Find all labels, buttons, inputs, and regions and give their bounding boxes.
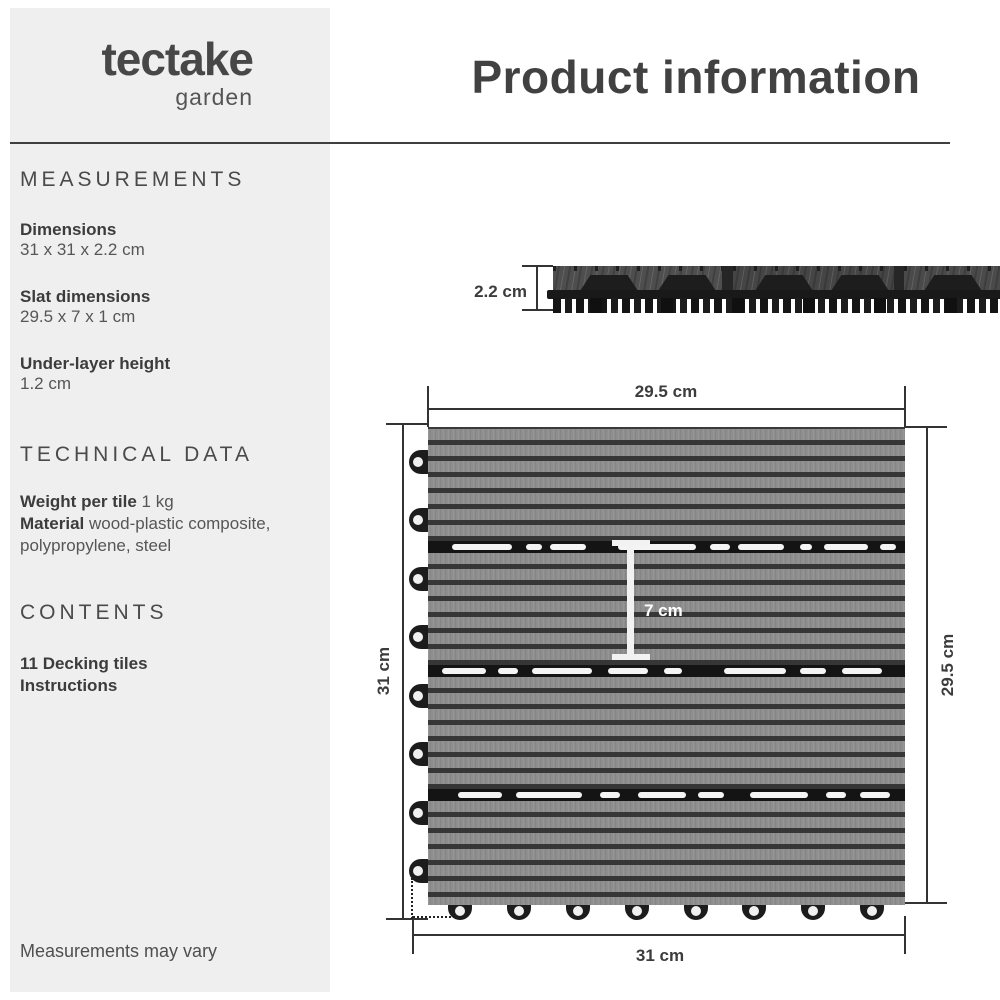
slat-width-marker-cap bbox=[612, 654, 650, 660]
dimension-tick bbox=[904, 916, 906, 954]
slat-gap-band bbox=[428, 541, 905, 553]
section-heading-technical-data: TECHNICAL DATA bbox=[20, 443, 253, 466]
dimension-tick bbox=[386, 423, 428, 425]
dimension-tick bbox=[904, 902, 947, 904]
gap-highlight bbox=[526, 544, 542, 550]
brand-name: tectake bbox=[101, 33, 253, 85]
dimension-label-top: 29.5 cm bbox=[634, 382, 698, 401]
gap-highlight bbox=[516, 792, 582, 798]
gap-highlight bbox=[600, 792, 620, 798]
spec-material-value: wood-plastic composite, polypropylene, steel bbox=[20, 514, 271, 555]
dimension-label-right: 29.5 cm bbox=[938, 633, 957, 697]
section-heading-contents: CONTENTS bbox=[20, 601, 168, 624]
spec-dimensions-value: 31 x 31 x 2.2 cm bbox=[20, 240, 145, 259]
slat-group bbox=[428, 801, 905, 905]
gap-highlight bbox=[824, 544, 868, 550]
brand-logo bbox=[60, 33, 253, 111]
dimension-line-right bbox=[926, 427, 928, 903]
tile-top-view bbox=[428, 427, 905, 903]
dimension-line-left bbox=[402, 424, 404, 919]
gap-highlight bbox=[860, 792, 890, 798]
side-view-slat-segment bbox=[553, 266, 722, 291]
side-view-pegs bbox=[553, 298, 1000, 313]
dimension-tick bbox=[522, 265, 553, 267]
dimension-tick bbox=[522, 309, 553, 311]
header-divider bbox=[10, 142, 950, 144]
gap-highlight bbox=[452, 544, 512, 550]
footnote: Measurements may vary bbox=[20, 941, 218, 961]
gap-highlight bbox=[842, 668, 882, 674]
spec-weight-line bbox=[20, 491, 322, 513]
dimension-label-left: 31 cm bbox=[374, 646, 393, 696]
gap-highlight bbox=[664, 668, 682, 674]
side-view-foot bbox=[755, 275, 813, 291]
gap-highlight bbox=[608, 668, 648, 674]
dimension-line-bottom bbox=[413, 934, 905, 936]
sidebar bbox=[10, 8, 330, 992]
spec-slat-label: Slat dimensions bbox=[20, 287, 151, 306]
dimension-tick bbox=[427, 386, 429, 427]
slat-group bbox=[428, 429, 905, 541]
dimension-label-thickness: 2.2 cm bbox=[474, 282, 527, 301]
spec-material-line bbox=[20, 513, 322, 557]
side-view-foot bbox=[924, 275, 982, 291]
gap-highlight bbox=[800, 544, 812, 550]
dimension-line-top bbox=[428, 408, 905, 410]
dimension-line-thickness bbox=[536, 266, 538, 311]
spec-material-label: Material bbox=[20, 514, 85, 533]
gap-highlight bbox=[442, 668, 486, 674]
gap-highlight bbox=[800, 668, 826, 674]
dimension-tick bbox=[904, 426, 947, 428]
dotted-reference-line bbox=[411, 878, 413, 919]
dimension-tick bbox=[904, 386, 906, 427]
gap-highlight bbox=[550, 544, 586, 550]
gap-highlight bbox=[750, 792, 808, 798]
side-view-foot bbox=[831, 275, 889, 291]
gap-highlight bbox=[826, 792, 846, 798]
slat-group bbox=[428, 677, 905, 789]
dimension-tick bbox=[412, 916, 414, 954]
contents-item-tiles: 11 Decking tiles bbox=[20, 654, 148, 673]
gap-highlight bbox=[698, 792, 724, 798]
dimension-tick bbox=[386, 918, 428, 920]
side-view-foot bbox=[658, 275, 716, 291]
spec-dimensions-label: Dimensions bbox=[20, 220, 117, 239]
gap-highlight bbox=[724, 668, 786, 674]
side-view-foot bbox=[580, 275, 638, 291]
gap-highlight bbox=[738, 544, 784, 550]
spec-underlayer-label: Under-layer height bbox=[20, 354, 171, 373]
dimension-label-bottom: 31 cm bbox=[635, 946, 685, 965]
section-heading-measurements: MEASUREMENTS bbox=[20, 168, 246, 191]
spec-weight-label: Weight per tile bbox=[20, 492, 137, 511]
brand-subtitle: garden bbox=[175, 84, 253, 110]
spec-underlayer-value: 1.2 cm bbox=[20, 374, 72, 393]
contents-item-instructions: Instructions bbox=[20, 676, 118, 695]
page-title: Product information bbox=[471, 51, 921, 103]
gap-highlight bbox=[532, 668, 592, 674]
gap-highlight bbox=[458, 792, 502, 798]
spec-slat-value: 29.5 x 7 x 1 cm bbox=[20, 307, 136, 326]
gap-highlight bbox=[638, 792, 686, 798]
slat-width-marker-bar bbox=[627, 540, 634, 660]
side-view-slat-segment bbox=[904, 266, 1000, 291]
dimension-label-slat-width: 7 cm bbox=[644, 601, 683, 620]
slat-gap-band bbox=[428, 789, 905, 801]
side-view-tile bbox=[553, 266, 1000, 291]
slat-gap-band bbox=[428, 665, 905, 677]
gap-highlight bbox=[498, 668, 518, 674]
gap-highlight bbox=[880, 544, 896, 550]
side-view-slat-segment bbox=[733, 266, 894, 291]
gap-highlight bbox=[710, 544, 730, 550]
spec-weight-value: 1 kg bbox=[141, 492, 174, 511]
